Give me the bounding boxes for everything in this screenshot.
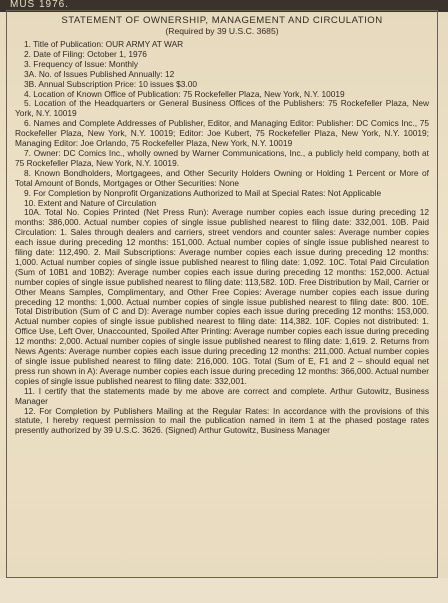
- item-8: 8. Known Bondholders, Mortgagees, and Other Security Holders Owning or Holding 1 Percent or More of Total Amount of Bonds, Mortgages or Other Securities: None: [15, 167, 429, 188]
- item-3: 3. Frequency of Issue: Monthly: [24, 58, 139, 69]
- statement-body: [15, 40, 429, 436]
- item-10: 10. Extent and Nature of Circulation: [24, 197, 157, 208]
- item-10a: 10A. Total No. Copies Printed (Net Press Run): Average number copies each issue during preceding 12 months: 386,000. Actual number copies of single issue published nearest to filing date: 332,001. 10B. Paid Circulation: 1. Sales through dealers and carriers, street vendors and counter sales: Average number copies each issue during preceding 12 months: 151,000. Actual number copies of single issue published nearest to filing date: 112,490. 2. Mail Subscriptions: Average number copies each issue during preceding 12 months: 1,000. Actual number copies of single issue published nearest to filing date: 1,092. 10C. Total Paid Circulation (Sum of 10B1 and 10B2): Average number copies each issue during preceding 12 months: 152,000. Actual number copies of single issue published nearest to filing date: 113,582. 10D. Free Distribution by Mail, Carrier or Other Means Samples, Complimentary, and Other Free Copies: Average number copies each issue during preceding 12 months: 1,000. Actual number copies of single issue published nearest to filing date: 800. 10E. Total Distribution (Sum of C and D): Average number copies each issue during preceding 12 months: 153,000. Actual number copies of single issue published nearest to filing date: 114,382. 10F. Copies not distributed: 1. Office Use, Left Over, Unaccounted, Spoiled After Printing: Average number copies each issue during preceding 12 months: 2,000. Actual number copies of single issue published nearest to filing date: 1,619. 2. Returns from News Agents: Average number copies each issue during preceding 12 months: 211,000. Actual number copies of single issue published nearest to filing date: 216,000. 10G. Total (Sum of E, F1 and 2 – should equal net press run shown in A): Average number copies each issue during preceding 12 months: 366,000. Actual number copies of single issue published nearest to filing date: 332,001.: [15, 207, 430, 386]
- item-2: 2. Date of Filing: October 1, 1976: [24, 48, 147, 59]
- statement-subtitle: (Required by 39 U.S.C. 3685): [165, 26, 279, 36]
- item-7: 7. Owner: DC Comics Inc., wholly owned by Warner Communications, Inc., a publicly held company, both at 75 Rockefeller Plaza, New York, N.Y. 10019.: [15, 147, 429, 168]
- item-12: 12. For Completion by Publishers Mailing at the Regular Rates: In accordance with the provisions of this statute, I hereby request permission to mail the publication named in item 1 at the phased postage rates presently authorized by 39 U.S.C. 3626. (Signed) Arthur Gutowitz, Business Manager: [15, 405, 429, 436]
- item-3a: 3A. No. of Issues Published Annually: 12: [24, 68, 175, 79]
- statement-title: STATEMENT OF OWNERSHIP, MANAGEMENT AND CIRCULATION: [61, 15, 383, 26]
- item-6: 6. Names and Complete Addresses of Publisher, Editor, and Managing Editor: Publisher: DC Comics Inc., 75 Rockefeller Plaza, New York, N.Y. 10019; Editor: Joe Kubert, 75 Rockefeller Plaza, New York, N.Y. 10019; Managing Editor: Joe Orlando, 75 Rockefeller Plaza, New York, N.Y. 10019: [15, 118, 429, 149]
- item-9: 9. For Completion by Nonprofit Organizations Authorized to Mail at Special Rates: Not Applicable: [24, 187, 382, 198]
- item-4: 4. Location of Known Office of Publication: 75 Rockefeller Plaza, New York, N.Y. 10019: [24, 88, 345, 99]
- item-1: 1. Title of Publication: OUR ARMY AT WAR: [24, 39, 184, 49]
- item-11: 11. I certify that the statements made by me above are correct and complete. Arthur Gutowitz, Business Manager: [15, 385, 429, 406]
- top-strip-text: MUS 1976.: [10, 0, 70, 10]
- item-5: 5. Location of the Headquarters or General Business Offices of the Publishers: 75 Rockefeller Plaza, New York, N.Y. 10019: [15, 98, 429, 119]
- bottom-margin: [0, 578, 448, 603]
- statement-box: [6, 10, 438, 578]
- item-3b: 3B. Annual Subscription Price: 10 issues $3.00: [24, 78, 198, 89]
